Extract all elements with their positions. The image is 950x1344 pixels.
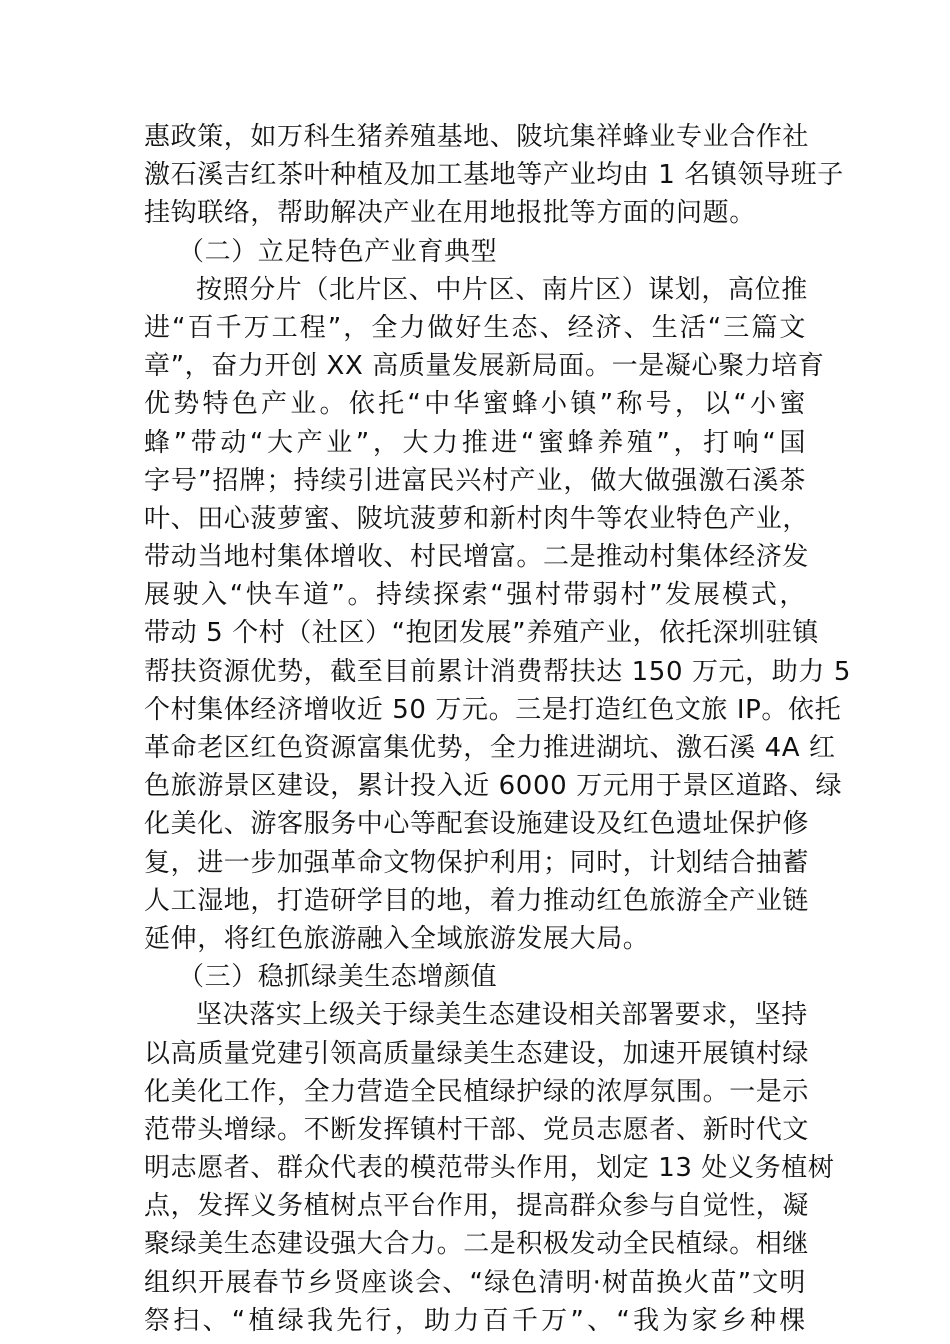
document-page xyxy=(144,118,851,1340)
text-line: 蜂”带动“大产业”，大力推进“蜜蜂养殖”，打响“国 xyxy=(144,427,806,458)
paragraph-green-ecology xyxy=(144,996,835,1340)
text-line: 帮扶资源优势，截至目前累计消费帮扶达 150 万元，助力 5 xyxy=(144,656,851,687)
text-line: 优势特色产业。依托“中华蜜蜂小镇”称号，以“小蜜 xyxy=(144,389,806,420)
paragraph-continuation xyxy=(144,118,844,233)
text-line: 点，发挥义务植树点平台作用，提高群众参与自觉性，凝 xyxy=(144,1191,810,1222)
section-heading-2 xyxy=(144,233,806,271)
text-line: 复，进一步加强革命文物保护利用；同时，计划结合抽蓄 xyxy=(144,847,810,878)
text-line: 范带头增绿。不断发挥镇村干部、党员志愿者、新时代文 xyxy=(144,1114,810,1145)
text-line: 革命老区红色资源富集优势，全力推进湖坑、激石溪 4A 红 xyxy=(144,733,836,763)
text-line: 叶、田心菠萝蜜、陂坑菠萝和新村肉牛等农业特色产业， xyxy=(144,503,810,534)
text-line: 组织开展春节乡贤座谈会、“绿色清明·树苗换火苗”文明 xyxy=(144,1267,806,1298)
text-line: 延伸，将红色旅游融入全域旅游发展大局。 xyxy=(144,923,650,954)
text-line: 带动当地村集体增收、村民增富。二是推动村集体经济发 xyxy=(144,542,810,573)
text-line: 色旅游景区建设，累计投入近 6000 万元用于景区道路、绿 xyxy=(144,771,843,802)
section-heading-3 xyxy=(144,958,806,996)
text-line: 进“百千万工程”，全力做好生态、经济、生活“三篇文 xyxy=(144,312,806,343)
heading-text: （三）稳抓绿美生态增颜值 xyxy=(178,962,498,993)
text-line: 以高质量党建引领高质量绿美生态建设，加速开展镇村绿 xyxy=(144,1038,810,1069)
text-line: 聚绿美生态建设强大合力。二是积极发动全民植绿。相继 xyxy=(144,1229,810,1260)
heading-text: （二）立足特色产业育典型 xyxy=(178,236,498,267)
text-line: 带动 5 个村（社区）“抱团发展”养殖产业，依托深圳驻镇 xyxy=(144,618,819,649)
text-line: 明志愿者、群众代表的模范带头作用，划定 13 处义务植树 xyxy=(144,1153,835,1184)
text-line: 化美化、游客服务中心等配套设施建设及红色遗址保护修 xyxy=(144,809,810,840)
text-line: 个村集体经济增收近 50 万元。三是打造红色文旅 IP。依托 xyxy=(144,694,842,725)
text-line: 章”，奋力开创 XX 高质量发展新局面。一是凝心聚力培育 xyxy=(144,351,825,382)
text-line: 展驶入“快车道”。持续探索“强村带弱村”发展模式， xyxy=(144,580,806,611)
text-line: 惠政策，如万科生猪养殖基地、陂坑集祥蜂业专业合作社 xyxy=(144,122,810,152)
text-line: 人工湿地，打造研学目的地，着力推动红色旅游全产业链 xyxy=(144,885,810,916)
text-line: 挂钩联络，帮助解决产业在用地报批等方面的问题。 xyxy=(144,198,756,229)
text-line: 化美化工作，全力营造全民植绿护绿的浓厚氛围。一是示 xyxy=(144,1076,810,1107)
text-line: 字号”招牌；持续引进富民兴村产业，做大做强激石溪茶 xyxy=(144,465,806,496)
text-line: 激石溪吉红茶叶种植及加工基地等产业均由 1 名镇领导班子 xyxy=(144,160,844,191)
paragraph-featured-industry xyxy=(144,271,851,958)
text-line: 祭扫、“植绿我先行，助力百千万”、“我为家乡种棵 xyxy=(144,1305,806,1336)
text-line: 坚决落实上级关于绿美生态建设相关部署要求，坚持 xyxy=(196,1000,808,1031)
text-line: 按照分片（北片区、中片区、南片区）谋划，高位推 xyxy=(196,274,808,305)
